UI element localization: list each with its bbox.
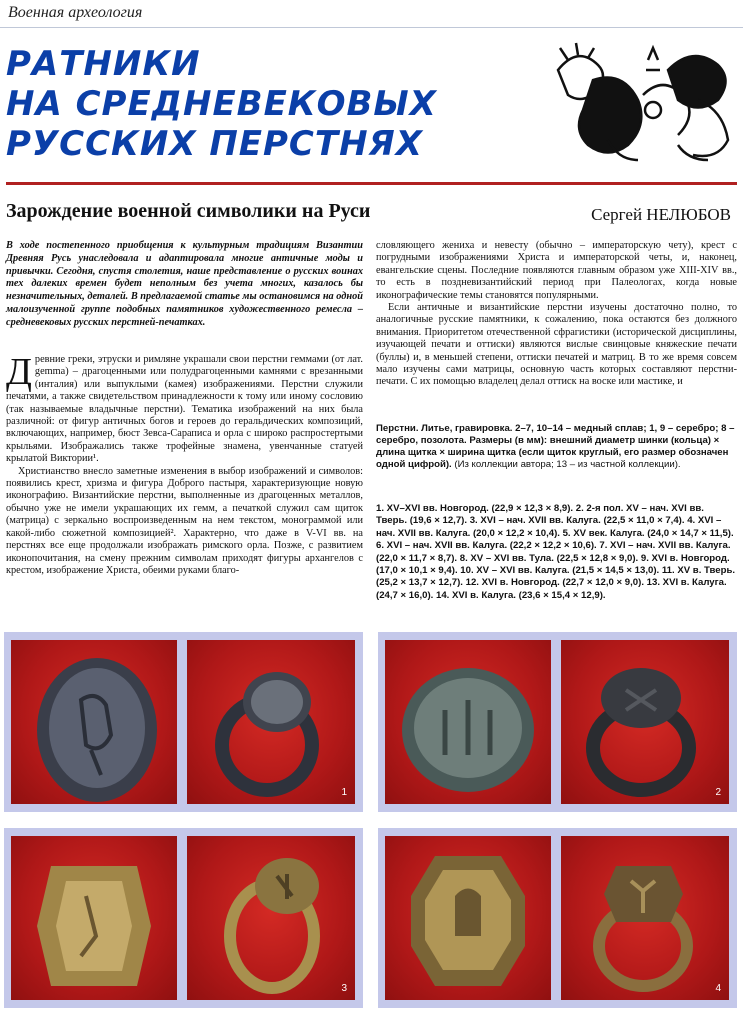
figure-number: 1: [341, 787, 347, 798]
caption-bold: Перстни. Литье, гравировка. 2–7, 10–14 – медный сплав; 1, 9 – серебро; 8 – серебро, позолота. Размеры (в мм): внешний диаметр шинки (кольца) × длина щитка × ширина щитка (если щиток круглый, его размер обозначен одной цифрой).: [376, 423, 735, 470]
ring-photo: [561, 836, 729, 1000]
ring-image: [561, 836, 729, 1000]
ring-image: [187, 836, 355, 1000]
title-line-2: НА СРЕДНЕВЕКОВЫХ: [6, 84, 437, 124]
lead-paragraph: В ходе постепенного приобщения к культурным традициям Византии Древняя Русь унаследовала и адаптировала многие античные моды и привычки. Сегодня, спустя столетия, наше представление о русских воинах тех далеких времен будет неполным без учета многих, казалось бы незначительных, деталей. В предлагаемой статье мы остановимся на одной малоизученной группе подобных памятников художественного ремесла – средневековых русских перстней-печатках.: [6, 240, 363, 328]
figure-number: 4: [715, 983, 721, 994]
ring-image: [187, 640, 355, 804]
ring-image: [561, 640, 729, 804]
figure-number: 2: [715, 787, 721, 798]
photo-panel-2: [378, 632, 737, 812]
ring-image: [385, 836, 551, 1000]
photo-panel-3: [4, 828, 363, 1008]
section-label: Военная археология: [8, 4, 143, 21]
ring-photo: [385, 640, 551, 804]
title-line-1: РАТНИКИ: [6, 44, 201, 84]
photo-panel-4: [378, 828, 737, 1008]
body-paragraph: Если античные и византийские перстни изучены достаточно полно, то аналогичные русские памятники, к сожалению, пока остаются без должного внимания. Приоритетом отечественной сфрагистики (исторической дисциплины, изучающей печати и оттиски) являются вислые свинцовые княжеские печати (буллы) и, в меньшей степени, оттиски печатей и матриц. В то же время совсем мало изучены сами матрицы, основную часть которых составляют перстни-печати. С их помощью владелец делал оттиск на воске или мастике, и: [376, 302, 737, 388]
ring-photo: [561, 640, 729, 804]
title-rule: [6, 182, 737, 185]
ring-image: [11, 640, 177, 804]
top-divider: [0, 27, 743, 28]
ring-photo: [187, 640, 355, 804]
body-paragraph: Древние греки, этруски и римляне украшали свои перстни геммами (от лат. gemma) – драгоценными или полудрагоценными камнями с врезанными (инталия) или выпуклыми (камея) изображениями. Перстни служили печатями, а также свидетельством принадлежности к тому или иному сословию (так называемые владычные перстни). Тематика изображений на них была различной: от фигур античных богов и героев до геральдических композиций, включающих, например, бюст Зевса-Сараписа и орла с широко распростертыми крыльями. Изображались также трофейные знамена, увенчанные статуей крылатой Виктории¹.: [6, 351, 363, 465]
ring-catalog: 1. XV–XVI вв. Новгород. (22,9 × 12,3 × 8,9). 2. 2-я пол. XV – нач. XVI вв. Тверь. (19,6 × 12,7). 3. XVI – нач. XVII вв. Калуга. (22,5 × 11,0 × 7,4). 4. XVI – нач. XVII вв. Калуга. (20,0 × 12,2 × 10,4). 5. XV век. Калуга. (24,0 × 14,7 × 11,5). 6. XVI – нач. XVII вв. Калуга. (22,2 × 12,2 × 10,6). 7. XVI – нач. XVII вв. Калуга. (22,0 × 11,7 × 8,7). 8. XV – XVI вв. Тула. (22,5 × 12,8 × 9,0). 9. XVI в. Новгород. (17,0 × 10,1 × 9,4). 10. XV – XVI вв. Калуга. (21,5 × 14,5 × 13,0). 11. XV в. Тверь. (25,2 × 13,7 × 12,7). 12. XVI в. Новгород. (22,7 × 12,0 × 9,0). 13. XVI в. Калуга. (24,7 × 16,0). 14. XVI в. Калуга. (23,6 × 15,4 × 12,9).: [376, 503, 736, 601]
figure-caption: [376, 423, 737, 471]
ring-photo: [385, 836, 551, 1000]
ring-image: [11, 836, 177, 1000]
caption-note: (Из коллекции автора; 13 – из частной коллекции).: [454, 459, 681, 470]
ring-photo: [187, 836, 355, 1000]
figure-number: 3: [341, 983, 347, 994]
ring-image: [385, 640, 551, 804]
article-subtitle: Зарождение военной символики на Руси: [6, 200, 371, 222]
body-column-1: [6, 351, 363, 577]
photo-panel-1: [4, 632, 363, 812]
ring-photo: [11, 836, 177, 1000]
ring-photo: [11, 640, 177, 804]
griffin-ornament-icon: [548, 40, 740, 172]
author-name: Сергей НЕЛЮБОВ: [591, 205, 731, 224]
body-paragraph: Христианство внесло заметные изменения в выбор изображений и символов: появились крест, хризма и фигура Доброго пастыря, характеризующие новую иконографию. Византийские перстни, выполненные из драгоценных металлов, обычно уже не имели украшающих их гемм, а печаткой служил сам щиток (матрица) с зеркально воспроизведенным на нем текстом, монограммой или какой-либо сюжетной композицией². Характерно, что даже в V-VI вв. на перстнях все еще продолжали изображать римского орла. Позже, с развитием иконопочитания, на смену прежним символам приходят фигуры архангелов с крестом, изображение Христа, обеими руками благо-: [6, 465, 363, 576]
drop-cap: Д: [6, 351, 32, 393]
body-column-2: [376, 240, 737, 389]
article-title: [6, 44, 546, 164]
title-line-3: РУССКИХ ПЕРСТНЯХ: [6, 124, 423, 164]
body-paragraph: словляющего жениха и невесту (обычно – императорскую чету), крест с погрудными изображениями Христа и императорской четы, и, наконец, евангельские сцены. Последние появляются главным образом уже XIII-XIV вв., то есть в поздневизантийский период при Палеологах, когда новые иконографические темы становятся популярными.: [376, 240, 737, 301]
